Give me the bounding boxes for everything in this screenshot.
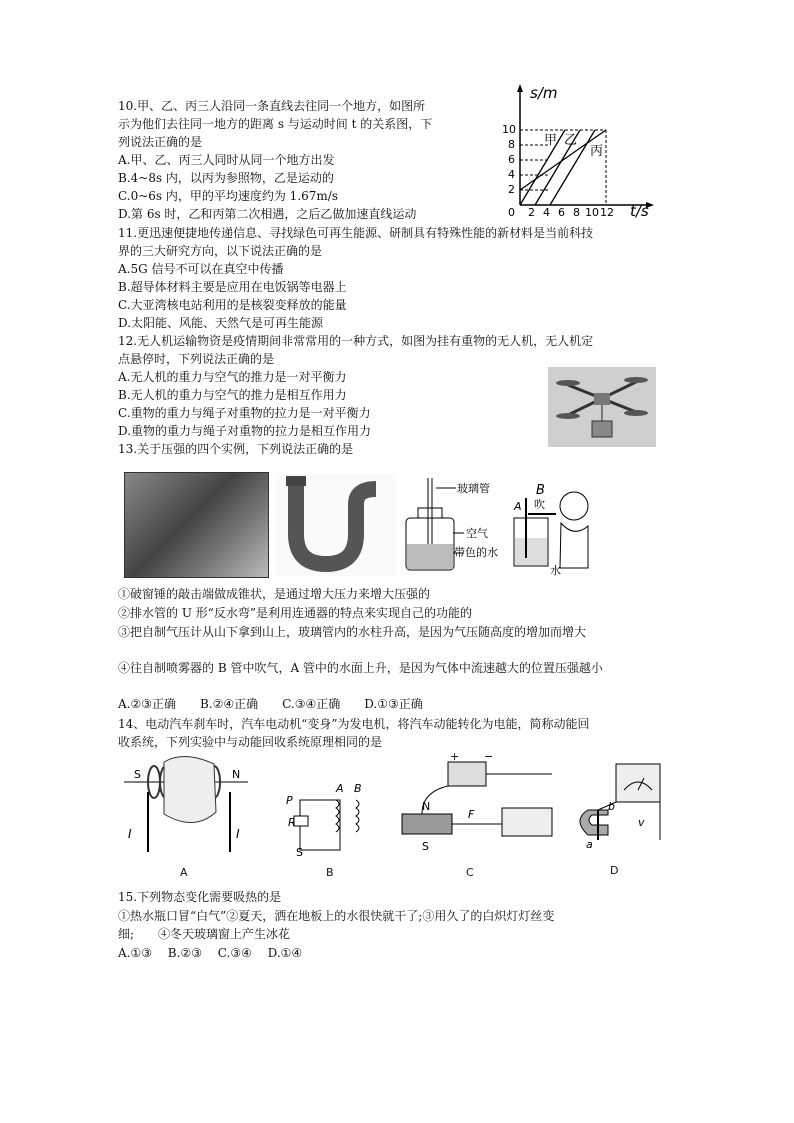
- x-tick: 0: [508, 206, 515, 218]
- label-b: b: [608, 800, 615, 813]
- q13-drain-pipe: [276, 474, 396, 576]
- caption-c: C: [466, 866, 474, 879]
- q14-figure-b: [280, 780, 380, 858]
- q15-line3: 细; ④冬天玻璃窗上产生冰花: [118, 927, 291, 941]
- q12-drone-photo: [548, 367, 656, 447]
- label-S: S: [134, 768, 141, 781]
- q10-line2: 示为他们去往同一地方的距离 s 与运动时间 t 的关系图，下: [118, 117, 433, 131]
- q13-options: A.②③正确 B.②④正确 C.③④正确 D.①③正确: [118, 697, 423, 711]
- q14-line2: 收系统，下列实验中与动能回收系统原理相同的是: [118, 735, 383, 749]
- label-v: v: [638, 816, 645, 829]
- q13-barometer: [400, 478, 508, 578]
- q12-line1: 12.无人机运输物资是疫情期间非常常用的一种方式，如图为挂有重物的无人机，无人机定: [118, 334, 594, 348]
- label-plus: +: [450, 752, 460, 763]
- q11-line2: 界的三大研究方向，以下说法正确的是: [118, 244, 323, 258]
- caption-a: A: [180, 866, 188, 879]
- q14-figure-c: [392, 752, 562, 862]
- label-current-right: I: [236, 827, 240, 841]
- label-N: N: [422, 800, 431, 813]
- label-glass-tube: 玻璃管: [457, 482, 490, 495]
- label-A: A: [514, 500, 522, 513]
- q10-st-graph: [500, 80, 670, 218]
- x-tick: 4: [543, 206, 550, 218]
- q13-sprayer: [506, 478, 596, 578]
- q14-figure-a: [124, 752, 248, 862]
- q10-option-a: A.甲、乙、丙三人同时从同一个地方出发: [118, 153, 335, 167]
- q11-option-b: B.超导体材料主要是应用在电饭锅等电器上: [118, 280, 347, 294]
- q10-option-b: B.4~8s 内，以丙为参照物，乙是运动的: [118, 171, 334, 185]
- label-current-left: I: [128, 827, 132, 841]
- q14-figure-d: [568, 760, 672, 860]
- label-blow: 吹: [534, 498, 545, 511]
- x-tick: 6: [558, 206, 565, 218]
- label-S: S: [422, 840, 429, 853]
- y-tick: 10: [502, 123, 516, 136]
- y-tick: 6: [508, 153, 515, 166]
- graph-x-label: t/s: [630, 202, 649, 218]
- q15-line1: 15.下列物态变化需要吸热的是: [118, 890, 282, 904]
- q12-line2: 点悬停时，下列说法正确的是: [118, 352, 275, 366]
- y-tick: 4: [508, 168, 515, 181]
- series-label-bing: 丙: [590, 144, 604, 159]
- y-tick: 8: [508, 138, 515, 151]
- q13-statement-4: ④往自制喷雾器的 B 管中吹气，A 管中的水面上升，是因为气体中流速越大的位置压强越小: [118, 661, 603, 675]
- q12-option-c: C.重物的重力与绳子对重物的拉力是一对平衡力: [118, 406, 371, 420]
- q13-statement-1: ①破窗锤的敲击端做成锥状，是通过增大压力来增大压强的: [118, 587, 431, 601]
- q10-option-d: D.第 6s 时，乙和丙第二次相遇，之后乙做加速直线运动: [118, 207, 417, 221]
- y-tick: 2: [508, 183, 515, 196]
- x-tick: 10: [585, 206, 599, 218]
- caption-b: B: [326, 866, 334, 879]
- q11-line1: 11.更迅速便捷地传递信息、寻找绿色可再生能源、研制具有特殊性能的新材料是当前科技: [118, 226, 594, 240]
- label-S: S: [296, 846, 303, 858]
- label-P: P: [286, 794, 293, 807]
- q10-line3: 列说法正确的是: [118, 135, 203, 149]
- q10-line1: 10.甲、乙、丙三人沿同一条直线去往同一个地方，如图所: [118, 99, 426, 113]
- q13-hammer-photo: [124, 472, 269, 578]
- label-a: a: [586, 838, 593, 851]
- q11-option-a: A.5G 信号不可以在真空中传播: [118, 262, 284, 276]
- label-B: B: [536, 483, 545, 498]
- series-label-jia: 甲: [544, 133, 558, 148]
- label-A: A: [336, 782, 344, 795]
- q11-option-c: C.大亚湾核电站利用的是核裂变释放的能量: [118, 298, 347, 312]
- q14-line1: 14、电动汽车刹车时，汽车电动机“变身”为发电机，将汽车动能转化为电能，简称动能回: [118, 717, 590, 731]
- q12-option-a: A.无人机的重力与空气的推力是一对平衡力: [118, 370, 347, 384]
- q12-option-b: B.无人机的重力与空气的推力是相互作用力: [118, 388, 347, 402]
- label-N: N: [232, 768, 241, 781]
- q10-option-c: C.0~6s 内，甲的平均速度约为 1.67m/s: [118, 189, 338, 203]
- x-tick: 12: [600, 206, 614, 218]
- label-minus: −: [484, 752, 494, 763]
- q13-statement-3: ③把自制气压计从山下拿到山上，玻璃管内的水柱升高，是因为气压随高度的增加而增大: [118, 625, 587, 639]
- label-F: F: [468, 808, 475, 821]
- x-tick: 8: [573, 206, 580, 218]
- x-tick: 2: [528, 206, 535, 218]
- label-water: 水: [550, 564, 561, 577]
- caption-d: D: [610, 864, 619, 877]
- label-colored-water: 带色的水: [454, 546, 498, 559]
- q11-option-d: D.太阳能、风能、天然气是可再生能源: [118, 316, 324, 330]
- graph-y-label: s/m: [530, 84, 558, 102]
- q15-options: A.①③ B.②③ C.③④ D.①④: [118, 946, 303, 960]
- q13-line1: 13.关于压强的四个实例，下列说法正确的是: [118, 442, 354, 456]
- label-B: B: [354, 782, 362, 795]
- series-label-yi: 乙: [564, 133, 578, 148]
- q13-statement-2: ②排水管的 U 形“反水弯”是利用连通器的特点来实现自己的功能的: [118, 606, 473, 620]
- q12-option-d: D.重物的重力与绳子对重物的拉力是相互作用力: [118, 424, 372, 438]
- q15-line2: ①热水瓶口冒“白气”②夏天，洒在地板上的水很快就干了;③用久了的白炽灯灯丝变: [118, 909, 555, 923]
- label-air: 空气: [466, 527, 488, 540]
- label-R: R: [288, 816, 296, 829]
